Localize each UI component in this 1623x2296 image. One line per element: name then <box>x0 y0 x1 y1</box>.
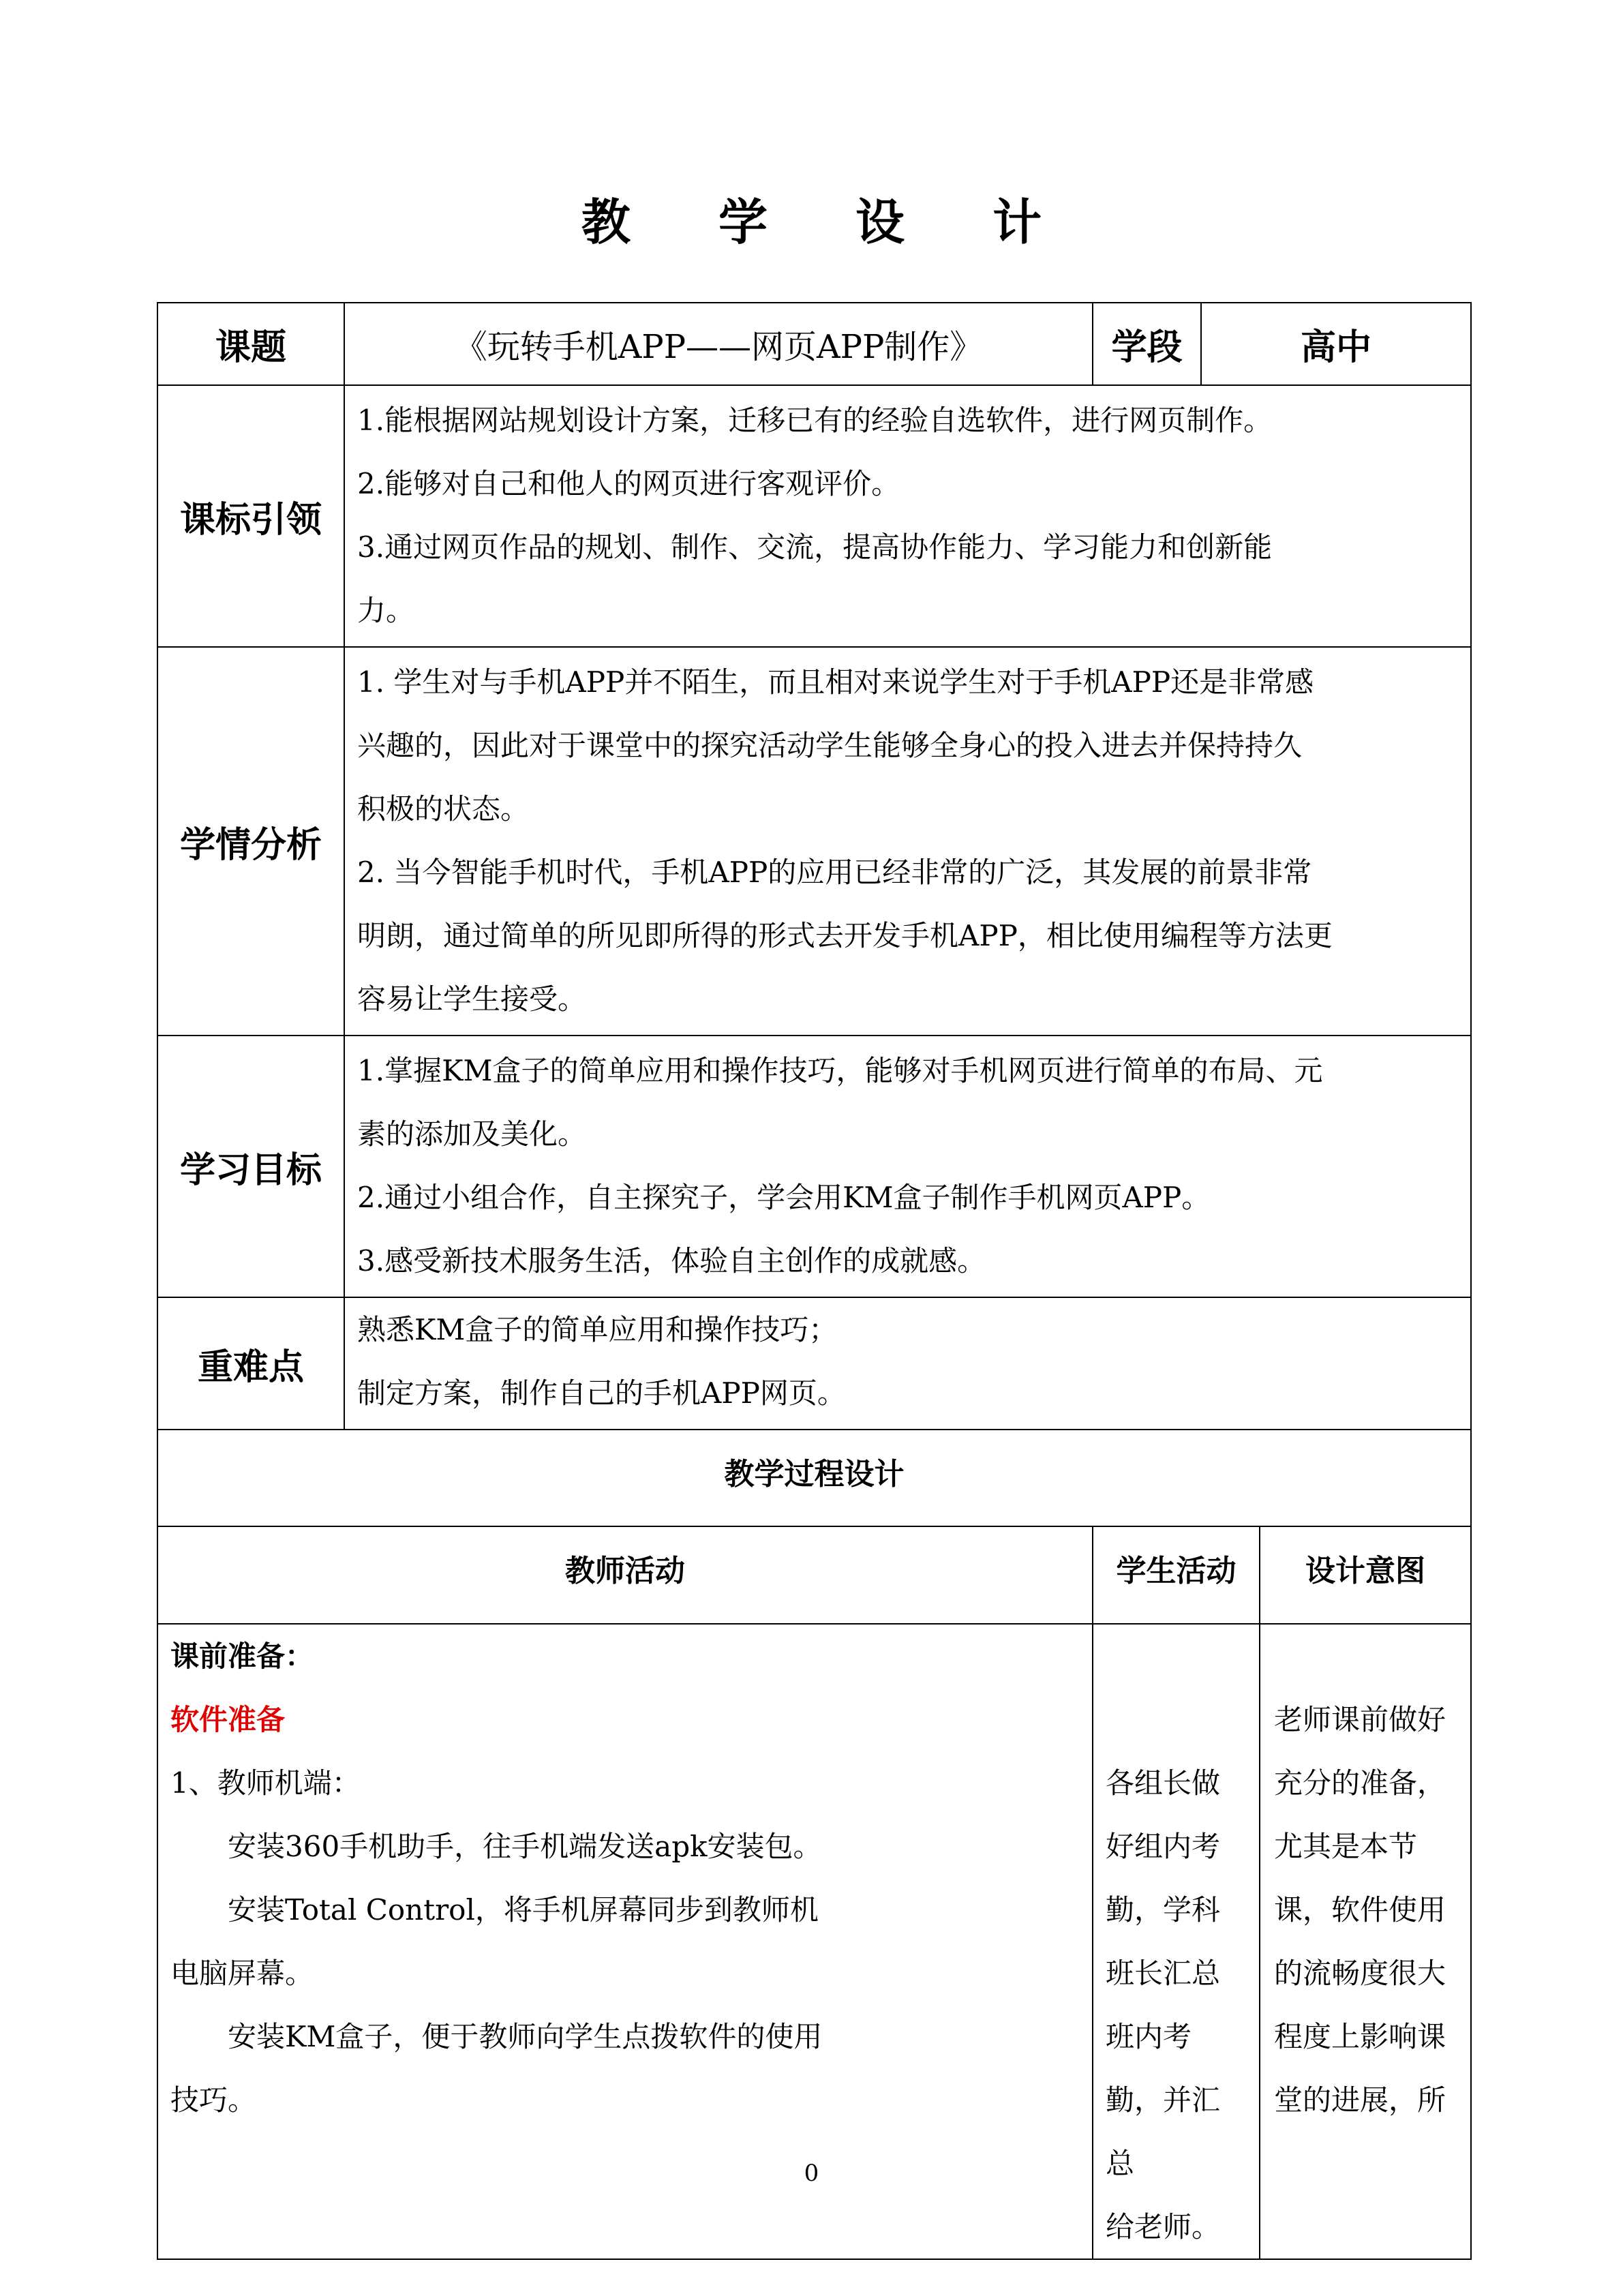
prep-intent-line: 程度上影响课 <box>1274 2020 1446 2053</box>
analysis-line: 积极的状态。 <box>357 792 530 826</box>
course-label: 课题 <box>157 303 344 385</box>
lesson-plan-table <box>157 302 1472 2260</box>
prep-teacher-line: 1、教师机端： <box>170 1766 361 1800</box>
analysis-label: 学情分析 <box>157 647 344 1036</box>
analysis-line: 明朗，通过简单的所见即所得的形式去开发手机APP，相比使用编程等方法更 <box>357 919 1333 952</box>
curriculum-content <box>344 385 1471 647</box>
key-points-row <box>157 1297 1471 1430</box>
prep-intent-line: 堂的进展，所 <box>1274 2083 1446 2117</box>
curriculum-line: 力。 <box>357 594 415 627</box>
curriculum-label: 课标引领 <box>157 385 344 647</box>
stage-label: 学段 <box>1093 303 1201 385</box>
prep-student-line: 班内考勤，并汇总 <box>1106 2020 1221 2180</box>
process-header-row <box>157 1526 1471 1624</box>
goals-label: 学习目标 <box>157 1036 344 1297</box>
key-points-label: 重难点 <box>157 1297 344 1430</box>
prep-teacher-line: 安装Total Control，将手机屏幕同步到教师机 <box>228 1893 819 1927</box>
analysis-content <box>344 647 1471 1036</box>
prep-teacher-line: 安装KM盒子，便于教师向学生点拨软件的使用 <box>228 2020 823 2053</box>
analysis-line: 容易让学生接受。 <box>357 982 587 1016</box>
analysis-line: 2. 当今智能手机时代，手机APP的应用已经非常的广泛，其发展的前景非常 <box>357 856 1312 889</box>
curriculum-row <box>157 385 1471 647</box>
curriculum-line: 2.能够对自己和他人的网页进行客观评价。 <box>357 467 900 500</box>
goals-line: 3.感受新技术服务生活，体验自主创作的成就感。 <box>357 1244 986 1278</box>
key-points-line: 制定方案，制作自己的手机APP网页。 <box>357 1376 846 1410</box>
goals-row <box>157 1036 1471 1297</box>
process-title-row <box>157 1430 1471 1526</box>
analysis-line: 兴趣的，因此对于课堂中的探究活动学生能够全身心的投入进去并保持持久 <box>357 729 1303 762</box>
prep-student-line: 勤，学科班长汇总 <box>1106 1893 1221 1990</box>
goals-line: 1.掌握KM盒子的简单应用和操作技巧，能够对手机网页进行简单的布局、元 <box>357 1054 1323 1087</box>
key-points-line: 熟悉KM盒子的简单应用和操作技巧； <box>357 1313 838 1346</box>
prep-student-line: 给老师。 <box>1106 2210 1221 2244</box>
prep-intent-line: 尤其是本节 <box>1274 1830 1418 1863</box>
analysis-line: 1. 学生对与手机APP并不陌生，而且相对来说学生对于手机APP还是非常感 <box>357 665 1314 699</box>
prep-student-line: 各组长做好组内考 <box>1106 1766 1221 1863</box>
stage-value: 高中 <box>1201 303 1471 385</box>
goals-content <box>344 1036 1471 1297</box>
analysis-row <box>157 647 1471 1036</box>
goals-line: 素的添加及美化。 <box>357 1117 587 1151</box>
prep-subheading: 软件准备 <box>170 1703 286 1736</box>
prep-teacher-line: 安装360手机助手，往手机端发送apk安装包。 <box>228 1830 822 1863</box>
page-number: 0 <box>804 2160 819 2187</box>
document-title: 教 学 设 计 <box>581 194 1078 251</box>
key-points-content <box>344 1297 1471 1430</box>
goals-line: 2.通过小组合作，自主探究子，学会用KM盒子制作手机网页APP。 <box>357 1181 1211 1214</box>
student-activity-header: 学生活动 <box>1093 1526 1260 1624</box>
prep-intent-line: 老师课前做好 <box>1274 1703 1446 1736</box>
prep-heading: 课前准备： <box>170 1640 314 1673</box>
course-row <box>157 303 1471 385</box>
prep-teacher-line: 技巧。 <box>170 2083 257 2117</box>
process-title: 教学过程设计 <box>157 1430 1471 1526</box>
curriculum-line: 3.通过网页作品的规划、制作、交流，提高协作能力、学习能力和创新能 <box>357 530 1273 564</box>
design-intent-header: 设计意图 <box>1260 1526 1471 1624</box>
prep-intent-line: 充分的准备， <box>1274 1766 1446 1800</box>
curriculum-line: 1.能根据网站规划设计方案，迁移已有的经验自选软件，进行网页制作。 <box>357 404 1273 437</box>
prep-intent-line: 的流畅度很大 <box>1274 1957 1446 1990</box>
prep-teacher-line: 电脑屏幕。 <box>170 1957 314 1990</box>
prep-intent-line: 课，软件使用 <box>1274 1893 1446 1927</box>
teacher-activity-header: 教师活动 <box>157 1526 1093 1624</box>
course-value: 《玩转手机APP——网页APP制作》 <box>344 303 1093 385</box>
